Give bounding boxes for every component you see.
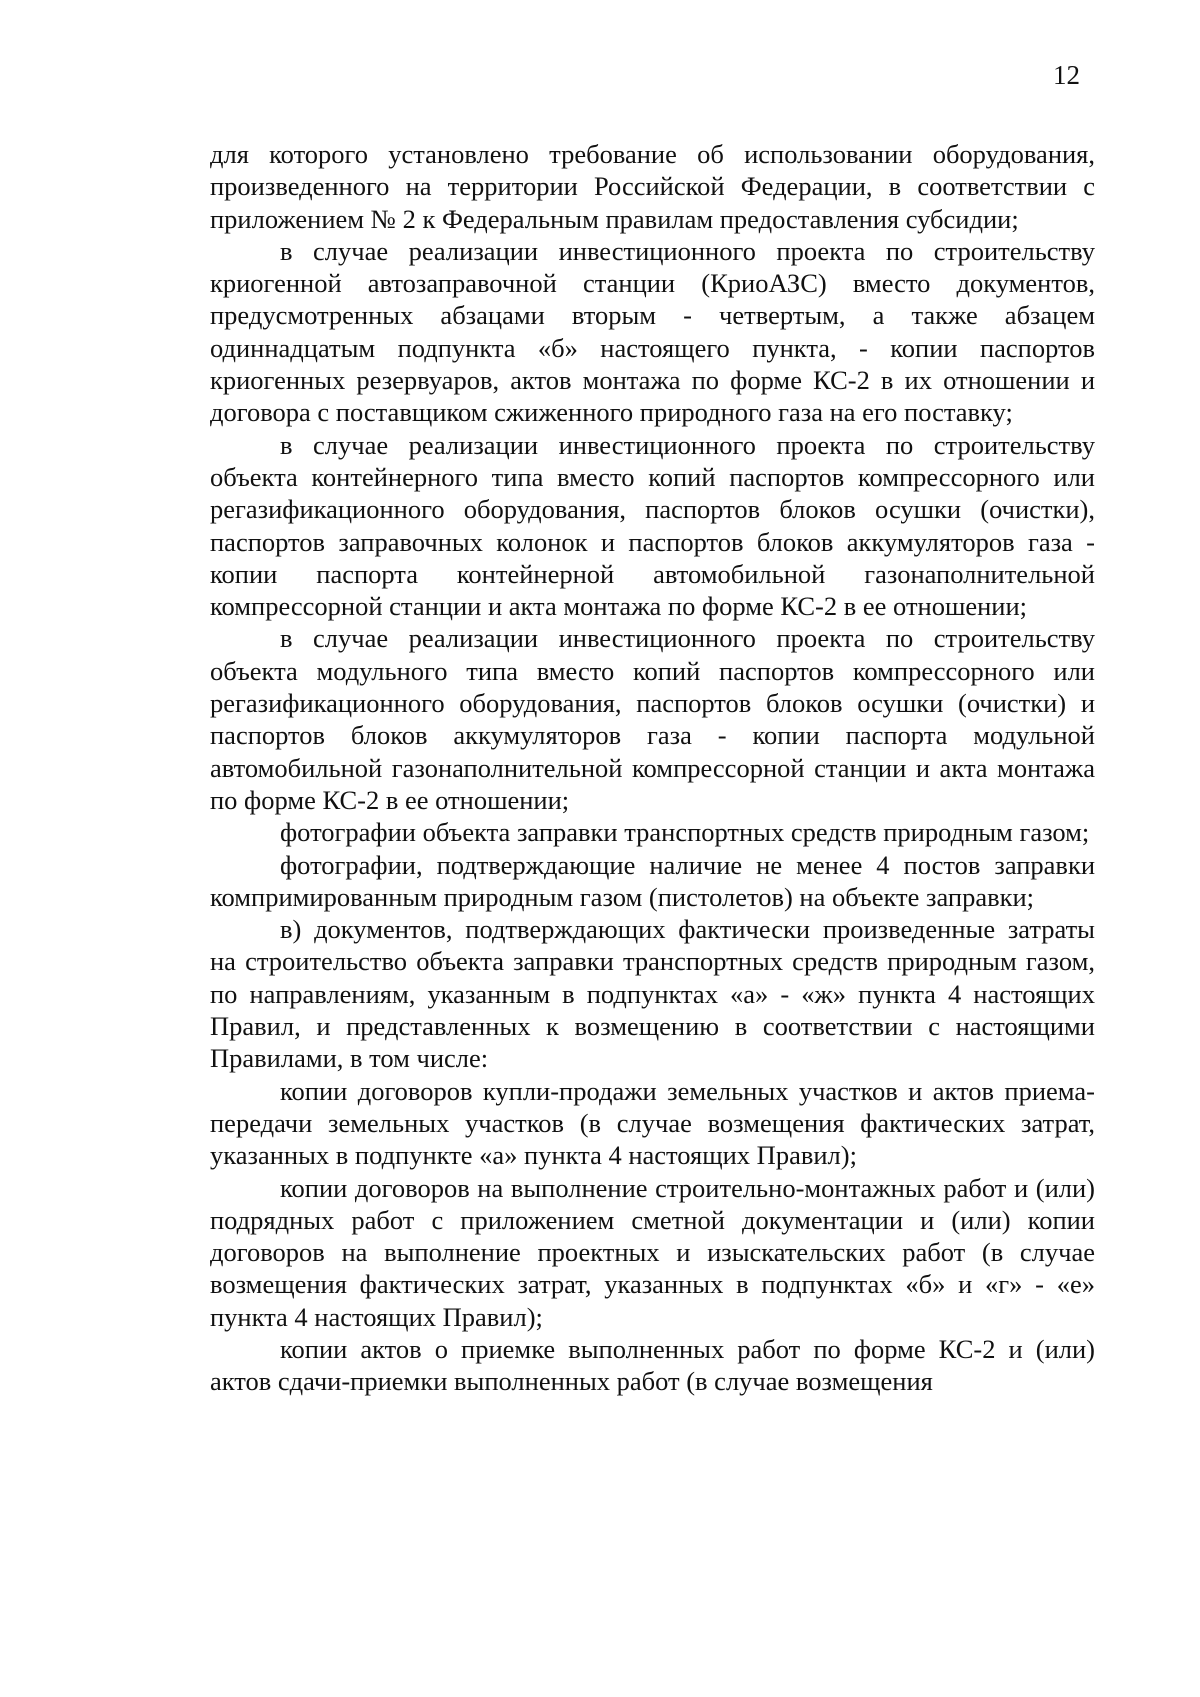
paragraph: для которого установлено требование об использовании оборудования, произведенного на территории Российской Федерации, в соответствии с приложением № 2 к Федеральным правилам предоставления субсидии; (210, 139, 1095, 234)
paragraph: в случае реализации инвестиционного проекта по строительству объекта контейнерного типа вместо копий паспортов компрессорного или регазификационного оборудования, паспортов блоков осушки (очистки), паспортов заправочных колонок и паспортов блоков аккумуляторов газа - копии паспорта контейнерной автомобильной газонаполнительной компрессорной станции и акта монтажа по форме КС-2 в ее отношении; (210, 429, 1095, 622)
paragraph: в) документов, подтверждающих фактически произведенные затраты на строительство объекта заправки транспортных средств природным газом, по направлениям, указанным в подпунктах «а» - «ж» пункта 4 настоящих Правил, и представленных к возмещению в соответствии с настоящими Правилами, в том числе: (210, 914, 1095, 1074)
document-body (210, 138, 1095, 1398)
paragraph: копии договоров купли-продажи земельных участков и актов приема-передачи земельных участков (в случае возмещения фактических затрат, указанных в подпункте «а» пункта 4 настоящих Правил); (210, 1075, 1095, 1171)
paragraph: в случае реализации инвестиционного проекта по строительству объекта модульного типа вместо копий паспортов компрессорного или регазификационного оборудования, паспортов блоков осушки (очистки) и паспортов блоков аккумуляторов газа - копии паспорта модульной автомобильной газонаполнительной компрессорной станции и акта монтажа по форме КС-2 в ее отношении; (210, 623, 1095, 815)
paragraph: фотографии объекта заправки транспортных средств природным газом; (280, 817, 1090, 848)
paragraph: копии актов о приемке выполненных работ по форме КС-2 и (или) актов сдачи-приемки выполненных работ (в случае возмещения (210, 1333, 1095, 1397)
page-number: 12 (1053, 60, 1080, 90)
paragraph: в случае реализации инвестиционного проекта по строительству криогенной автозаправочной станции (КриоАЗС) вместо документов, предусмотренных абзацами вторым - четвертым, а также абзацем одиннадцатым подпункта «б» настоящего пункта, - копии паспортов криогенных резервуаров, актов монтажа по форме КС-2 в их отношении и договора с поставщиком сжиженного природного газа на его поставку; (210, 235, 1095, 428)
paragraph: копии договоров на выполнение строительно-монтажных работ и (или) подрядных работ с приложением сметной документации и (или) копии договоров на выполнение проектных и изыскательских работ (в случае возмещения фактических затрат, указанных в подпунктах «б» и «г» - «е» пункта 4 настоящих Правил); (210, 1172, 1095, 1332)
paragraph: фотографии, подтверждающие наличие не менее 4 постов заправки компримированным природным газом (пистолетов) на объекте заправки; (210, 849, 1095, 912)
